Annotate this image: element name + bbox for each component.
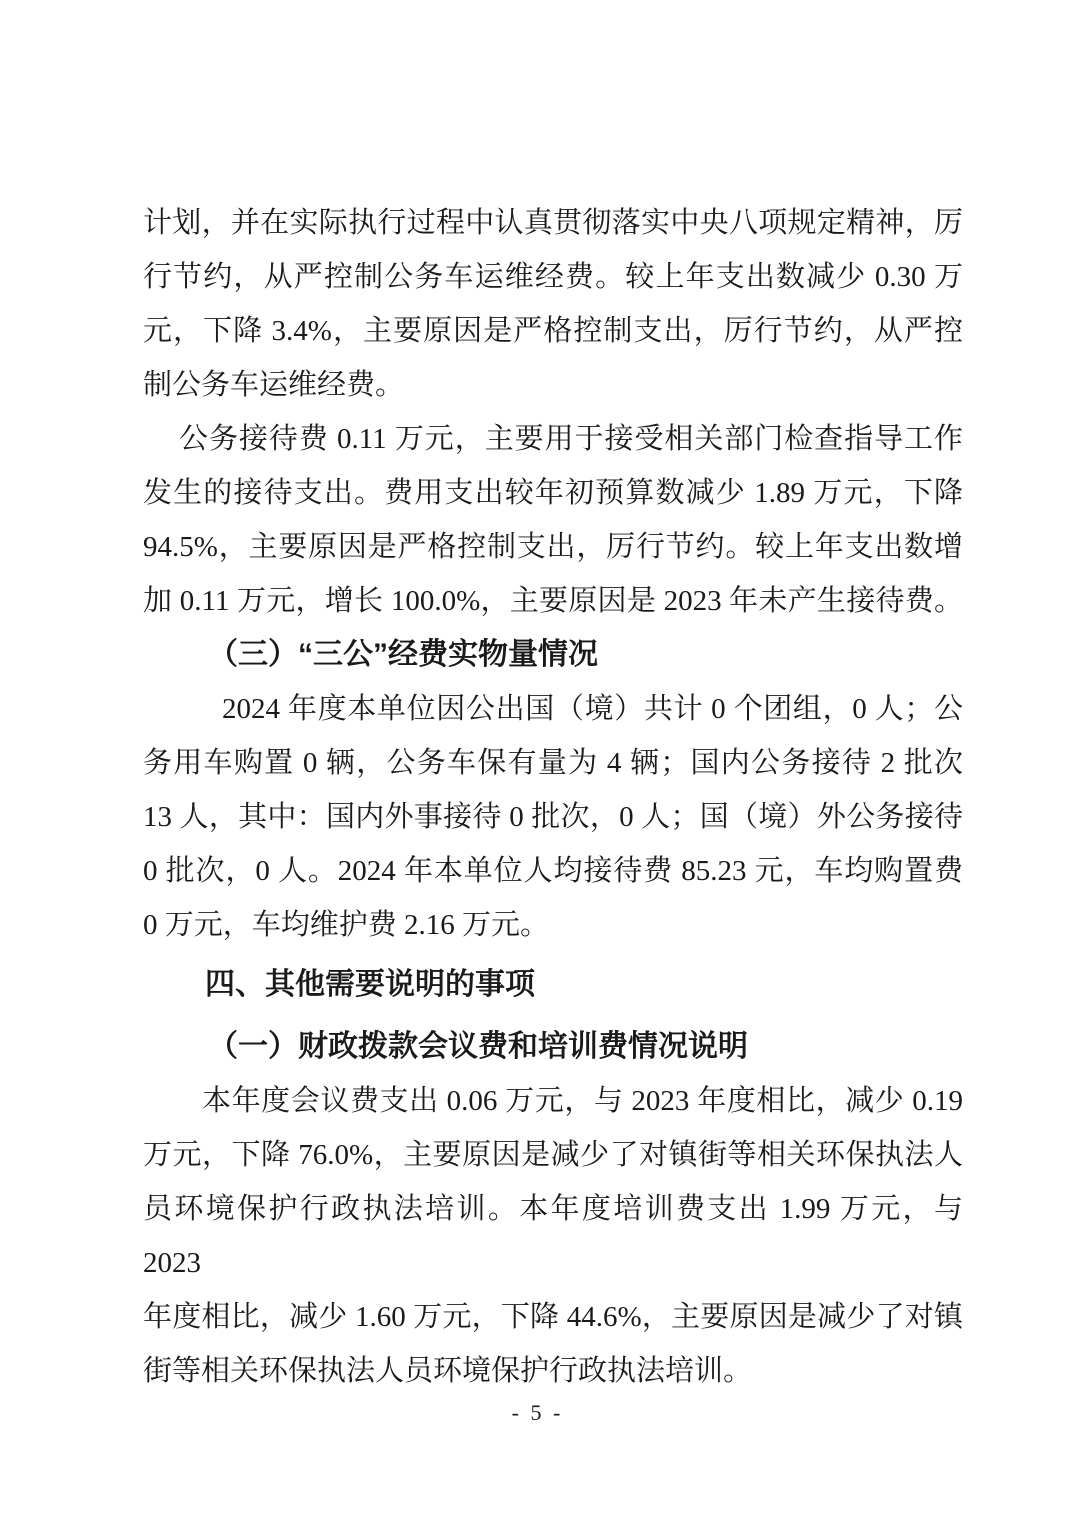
paragraph-line: 加 0.11 万元，增长 100.0%，主要原因是 2023 年未产生接待费。 — [143, 585, 963, 617]
paragraph-line: 0 万元，车均维护费 2.16 万元。 — [143, 909, 550, 941]
paragraph-line: 行节约，从严控制公务车运维经费。较上年支出数减少 0.30 万 — [143, 261, 963, 293]
document-text-block — [143, 196, 963, 1398]
subsection-heading-meeting-training-fees: （一）财政拨款会议费和培训费情况说明 — [208, 1030, 748, 1063]
paragraph-line: 计划，并在实际执行过程中认真贯彻落实中央八项规定精神，厉 — [143, 207, 963, 239]
section-heading-three-public-funds: （三）“三公”经费实物量情况 — [208, 638, 598, 671]
paragraph-line: 年度相比，减少 1.60 万元，下降 44.6%，主要原因是减少了对镇 — [143, 1301, 963, 1333]
paragraph-line: 公务接待费 0.11 万元，主要用于接受相关部门检查指导工作 — [179, 423, 963, 455]
paragraph-line: 制公务车运维经费。 — [143, 369, 405, 401]
paragraph-line: 2024 年度本单位因公出国（境）共计 0 个团组，0 人；公 — [222, 693, 963, 725]
paragraph-line: 元，下降 3.4%，主要原因是严格控制支出，厉行节约，从严控 — [143, 315, 963, 347]
paragraph-line: 街等相关环保执法人员环境保护行政执法培训。 — [143, 1355, 753, 1387]
paragraph-line: 本年度会议费支出 0.06 万元，与 2023 年度相比，减少 0.19 — [202, 1085, 963, 1117]
paragraph-line: 万元，下降 76.0%，主要原因是减少了对镇街等相关环保执法人 — [143, 1139, 963, 1171]
paragraph-line: 94.5%，主要原因是严格控制支出，厉行节约。较上年支出数增 — [143, 531, 963, 563]
paragraph-line: 发生的接待支出。费用支出较年初预算数减少 1.89 万元，下降 — [143, 477, 963, 509]
page-number: - 5 - — [511, 1400, 564, 1425]
section-heading-other-matters: 四、其他需要说明的事项 — [205, 968, 535, 1001]
paragraph-line: 务用车购置 0 辆，公务车保有量为 4 辆；国内公务接待 2 批次 — [143, 747, 963, 779]
paragraph-line: 员环境保护行政执法培训。本年度培训费支出 1.99 万元，与 2023 — [143, 1193, 963, 1279]
paragraph-line: 0 批次，0 人。2024 年本单位人均接待费 85.23 元，车均购置费 — [143, 855, 963, 887]
paragraph-line: 13 人，其中：国内外事接待 0 批次，0 人；国（境）外公务接待 — [143, 801, 963, 833]
